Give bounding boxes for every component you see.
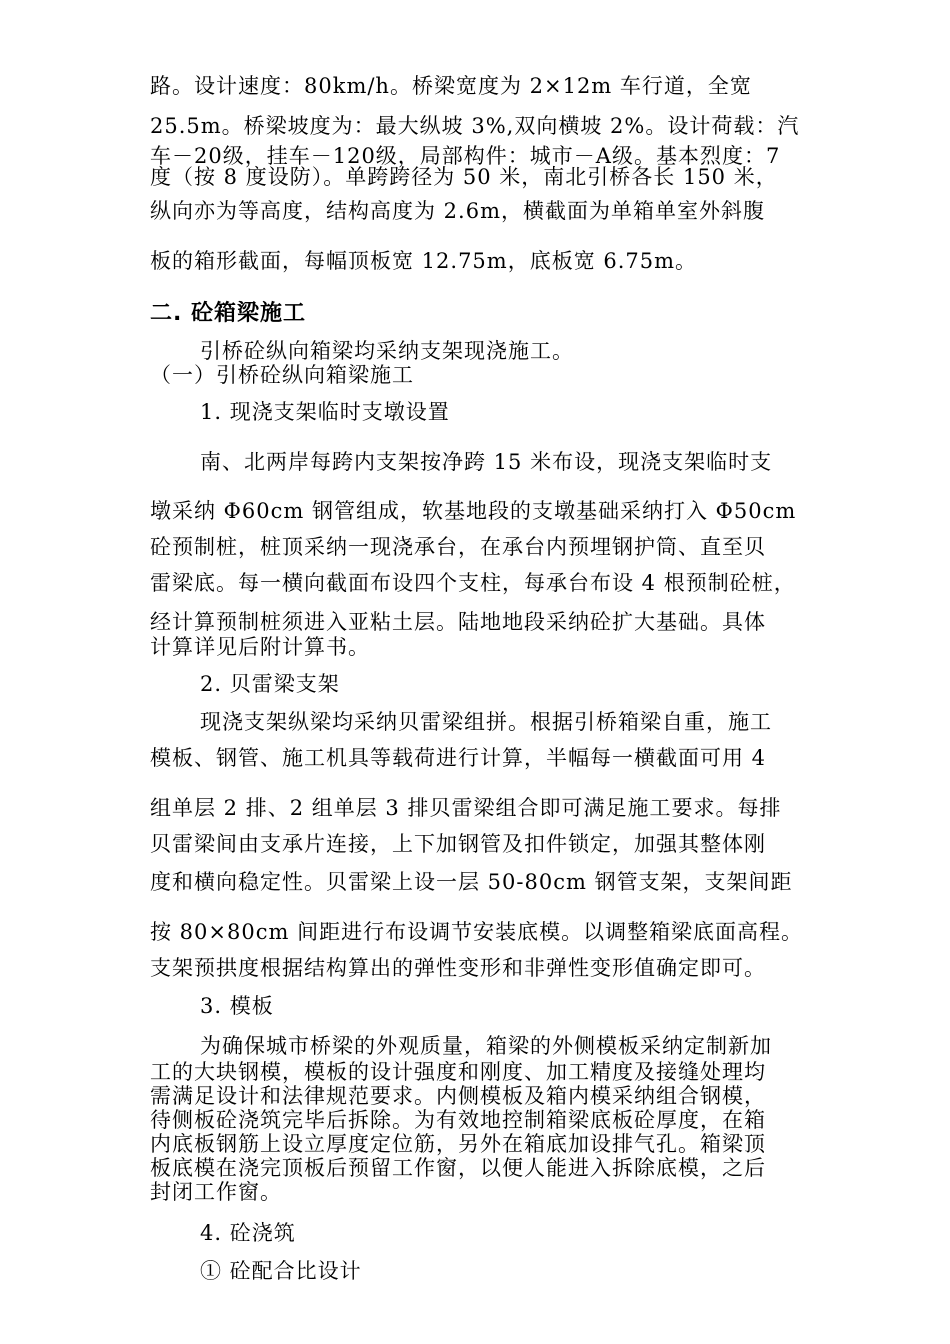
text-line: 封闭工作窗。 <box>150 1180 282 1204</box>
text-line: 现浇支架纵梁均采纳贝雷梁组拼。根据引桥箱梁自重，施工 <box>200 710 772 734</box>
text-line: 雷梁底。每一横向截面布设四个支柱，每承台布设 4 根预制砼桩， <box>150 571 796 595</box>
item-heading: 3. 模板 <box>200 994 274 1018</box>
text-line: 板底模在浇完顶板后预留工作窗，以便人能进入拆除底模，之后 <box>150 1156 766 1180</box>
text-line: 需满足设计和法律规范要求。内侧模板及箱内模采纳组合钢模， <box>150 1084 766 1108</box>
text-line: 板的箱形截面，每幅顶板宽 12.75m，底板宽 6.75m。 <box>150 249 698 273</box>
text-line: 待侧板砼浇筑完毕后拆除。为有效地控制箱梁底板砼厚度，在箱 <box>150 1108 766 1132</box>
text-line: 度（按 8 度设防）。单跨跨径为 50 米，南北引桥各长 150 米， <box>150 165 778 189</box>
item-heading: 4. 砼浇筑 <box>200 1221 296 1245</box>
text-line: 砼预制桩，桩顶采纳一现浇承台，在承台内预埋钢护筒、直至贝 <box>150 535 766 559</box>
text-line: 经计算预制桩须进入亚粘土层。陆地地段采纳砼扩大基础。具体 <box>150 610 766 634</box>
subsection-heading: （一）引桥砼纵向箱梁施工 <box>150 363 414 387</box>
text-line: 按 80×80cm 间距进行布设调节安装底模。以调整箱梁底面高程。 <box>150 920 804 944</box>
text-line: 路。设计速度：80km/h。桥梁宽度为 2×12m 车行道，全宽 <box>150 74 752 98</box>
text-line: 模板、钢管、施工机具等载荷进行计算，半幅每一横截面可用 4 <box>150 746 767 770</box>
item-heading: 1. 现浇支架临时支墩设置 <box>200 400 450 424</box>
text-line: 工的大块钢模，模板的设计强度和刚度、加工精度及接缝处理均 <box>150 1060 766 1084</box>
item-heading: 2. 贝雷梁支架 <box>200 672 340 696</box>
text-line: 引桥砼纵向箱梁均采纳支架现浇施工。 <box>200 339 574 363</box>
text-line: 内底板钢筋上设立厚度定位筋，另外在箱底加设排气孔。箱梁顶 <box>150 1132 766 1156</box>
text-line: 度和横向稳定性。贝雷梁上设一层 50-80cm 钢管支架，支架间距 <box>150 870 793 894</box>
text-line: 支架预拱度根据结构算出的弹性变形和非弹性变形值确定即可。 <box>150 956 766 980</box>
sub-item-heading: ① 砼配合比设计 <box>200 1259 362 1283</box>
text-line: 南、北两岸每跨内支架按净跨 15 米布设，现浇支架临时支 <box>200 450 773 474</box>
text-line: 计算详见后附计算书。 <box>150 635 370 659</box>
text-line: 贝雷梁间由支承片连接，上下加钢管及扣件锁定，加强其整体刚 <box>150 832 766 856</box>
text-line: 车－20级，挂车－120级，局部构件：城市－A级。基本烈度：7 <box>150 144 781 168</box>
text-line: 墩采纳 Φ60cm 钢管组成，软基地段的支墩基础采纳打入 Φ50cm <box>150 499 797 523</box>
text-line: 组单层 2 排、2 组单层 3 排贝雷梁组合即可满足施工要求。每排 <box>150 796 782 820</box>
text-line: 为确保城市桥梁的外观质量，箱梁的外侧模板采纳定制新加 <box>200 1034 772 1058</box>
text-line: 25.5m。桥梁坡度为：最大纵坡 3%,双向横坡 2%。设计荷载：汽 <box>150 114 800 138</box>
text-line: 纵向亦为等高度，结构高度为 2.6m，横截面为单箱单室外斜腹 <box>150 199 765 223</box>
section-heading: 二. 砼箱梁施工 <box>150 301 307 326</box>
